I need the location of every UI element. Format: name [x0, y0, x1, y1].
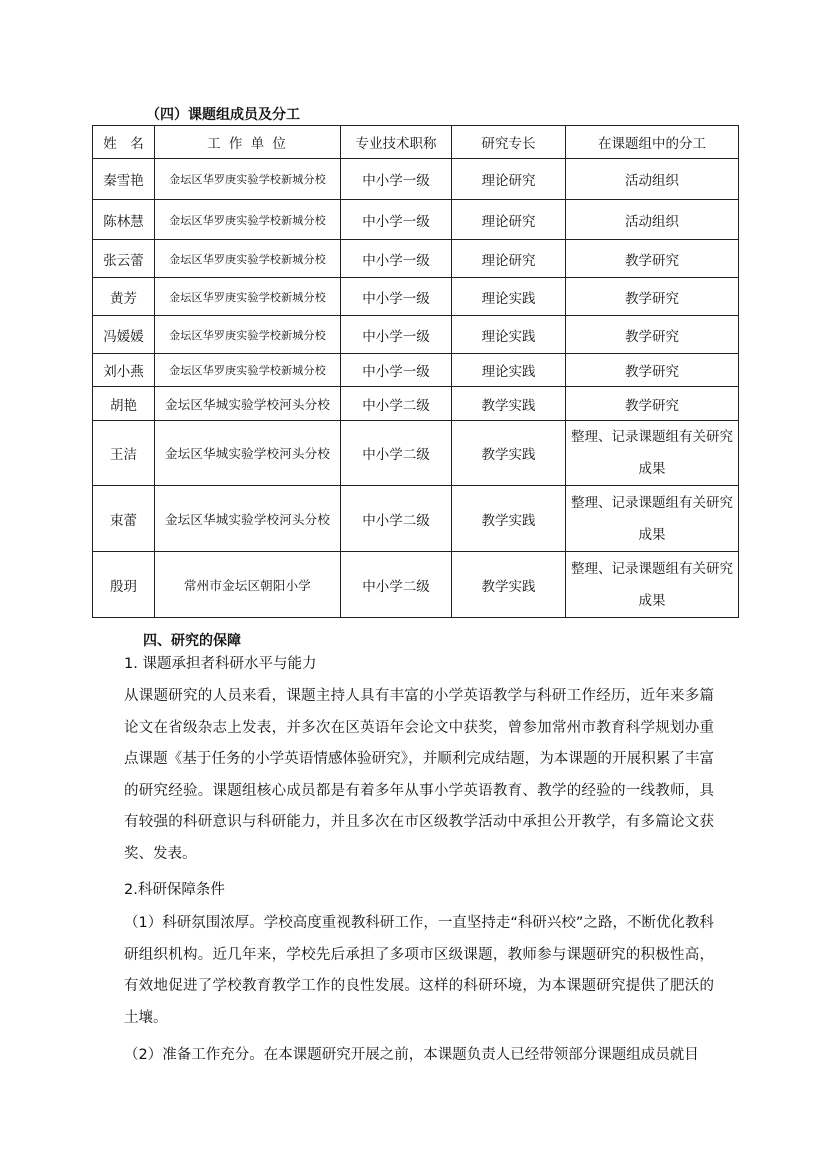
- cell-role: 整理、记录课题组有关研究成果: [566, 421, 739, 486]
- item1-title: 1. 课题承担者科研水平与能力: [124, 656, 317, 672]
- table-row: [93, 354, 739, 387]
- cell-name: 胡艳: [93, 387, 155, 421]
- table-row: [93, 278, 739, 316]
- cell-role: 整理、记录课题组有关研究成果: [566, 552, 739, 618]
- cell-title: 中小学一级: [341, 316, 452, 354]
- table-row: [93, 552, 739, 618]
- cell-name: 刘小燕: [93, 354, 155, 387]
- header-unit: 工 作 单 位: [155, 126, 341, 159]
- cell-expertise: 教学实践: [452, 421, 566, 486]
- cell-title: 中小学二级: [341, 421, 452, 486]
- cell-unit: 金坛区华罗庚实验学校新城分校: [155, 240, 341, 278]
- cell-title: 中小学一级: [341, 354, 452, 387]
- cell-title: 中小学一级: [341, 159, 452, 200]
- cell-unit: 金坛区华罗庚实验学校新城分校: [155, 200, 341, 240]
- cell-name: 秦雪艳: [93, 159, 155, 200]
- cell-role: 整理、记录课题组有关研究成果: [566, 486, 739, 552]
- cell-role: 教学研究: [566, 354, 739, 387]
- cell-role: 教学研究: [566, 387, 739, 421]
- heading-research-guarantee: 四、研究的保障: [143, 633, 241, 649]
- cell-unit: 金坛区华城实验学校河头分校: [155, 421, 341, 486]
- cell-title: 中小学一级: [341, 278, 452, 316]
- cell-name: 冯媛媛: [93, 316, 155, 354]
- header-title: 专业技术职称: [341, 126, 452, 159]
- cell-title: 中小学一级: [341, 200, 452, 240]
- cell-expertise: 理论研究: [452, 159, 566, 200]
- cell-expertise: 教学实践: [452, 486, 566, 552]
- table-row: [93, 316, 739, 354]
- cell-role: 教学研究: [566, 240, 739, 278]
- cell-role: 教学研究: [566, 278, 739, 316]
- table-row: [93, 240, 739, 278]
- table-header-row: [93, 126, 739, 159]
- header-expertise: 研究专长: [452, 126, 566, 159]
- cell-unit: 金坛区华城实验学校河头分校: [155, 387, 341, 421]
- cell-role: 教学研究: [566, 316, 739, 354]
- cell-expertise: 理论研究: [452, 200, 566, 240]
- cell-name: 殷玥: [93, 552, 155, 618]
- cell-expertise: 理论实践: [452, 278, 566, 316]
- item2-paragraph-1: （1）科研氛围浓厚。学校高度重视教科研工作，一直坚持走“科研兴校”之路，不断优化教科研组织机构。近几年来，学校先后承担了多项市区级课题，教师参与课题研究的积极性高，有效地促进了学校教育教学工作的良性发展。这样的科研环境，为本课题研究提供了肥沃的土壤。: [124, 915, 714, 1026]
- cell-role: 活动组织: [566, 159, 739, 200]
- cell-title: 中小学二级: [341, 552, 452, 618]
- item1-body: 从课题研究的人员来看，课题主持人具有丰富的小学英语教学与科研工作经历，近年来多篇论文在省级杂志上发表，并多次在区英语年会论文中获奖，曾参加常州市教育科学规划办重点课题《基于任务的小学英语情感体验研究》，并顺利完成结题，为本课题的开展积累了丰富的研究经验。课题组核心成员都是有着多年从事小学英语教育、教学的经验的一线教师，具有较强的科研意识与科研能力，并且多次在市区级教学活动中承担公开教学，有多篇论文获奖、发表。: [124, 688, 714, 862]
- cell-unit: 金坛区华罗庚实验学校新城分校: [155, 316, 341, 354]
- cell-expertise: 理论实践: [452, 316, 566, 354]
- cell-expertise: 理论实践: [452, 354, 566, 387]
- cell-unit: 金坛区华城实验学校河头分校: [155, 486, 341, 552]
- cell-name: 束蕾: [93, 486, 155, 552]
- cell-title: 中小学二级: [341, 387, 452, 421]
- table-row: [93, 387, 739, 421]
- header-name: 姓 名: [93, 126, 155, 159]
- cell-name: 王洁: [93, 421, 155, 486]
- cell-expertise: 教学实践: [452, 387, 566, 421]
- cell-name: 张云蕾: [93, 240, 155, 278]
- cell-unit: 常州市金坛区朝阳小学: [155, 552, 341, 618]
- cell-role: 活动组织: [566, 200, 739, 240]
- section-title: （四）课题组成员及分工: [146, 107, 300, 123]
- table-row: [93, 159, 739, 200]
- header-role: 在课题组中的分工: [566, 126, 739, 159]
- cell-expertise: 理论研究: [452, 240, 566, 278]
- cell-title: 中小学二级: [341, 486, 452, 552]
- cell-unit: 金坛区华罗庚实验学校新城分校: [155, 278, 341, 316]
- cell-title: 中小学一级: [341, 240, 452, 278]
- cell-name: 黄芳: [93, 278, 155, 316]
- item2-title: 2.科研保障条件: [124, 882, 225, 898]
- table-row: [93, 486, 739, 552]
- cell-expertise: 教学实践: [452, 552, 566, 618]
- table-row: [93, 421, 739, 486]
- item2-paragraph-2: （2）准备工作充分。在本课题研究开展之前，本课题负责人已经带领部分课题组成员就目: [124, 1047, 699, 1063]
- members-table: [92, 125, 739, 618]
- cell-unit: 金坛区华罗庚实验学校新城分校: [155, 354, 341, 387]
- cell-name: 陈林慧: [93, 200, 155, 240]
- table-row: [93, 200, 739, 240]
- cell-unit: 金坛区华罗庚实验学校新城分校: [155, 159, 341, 200]
